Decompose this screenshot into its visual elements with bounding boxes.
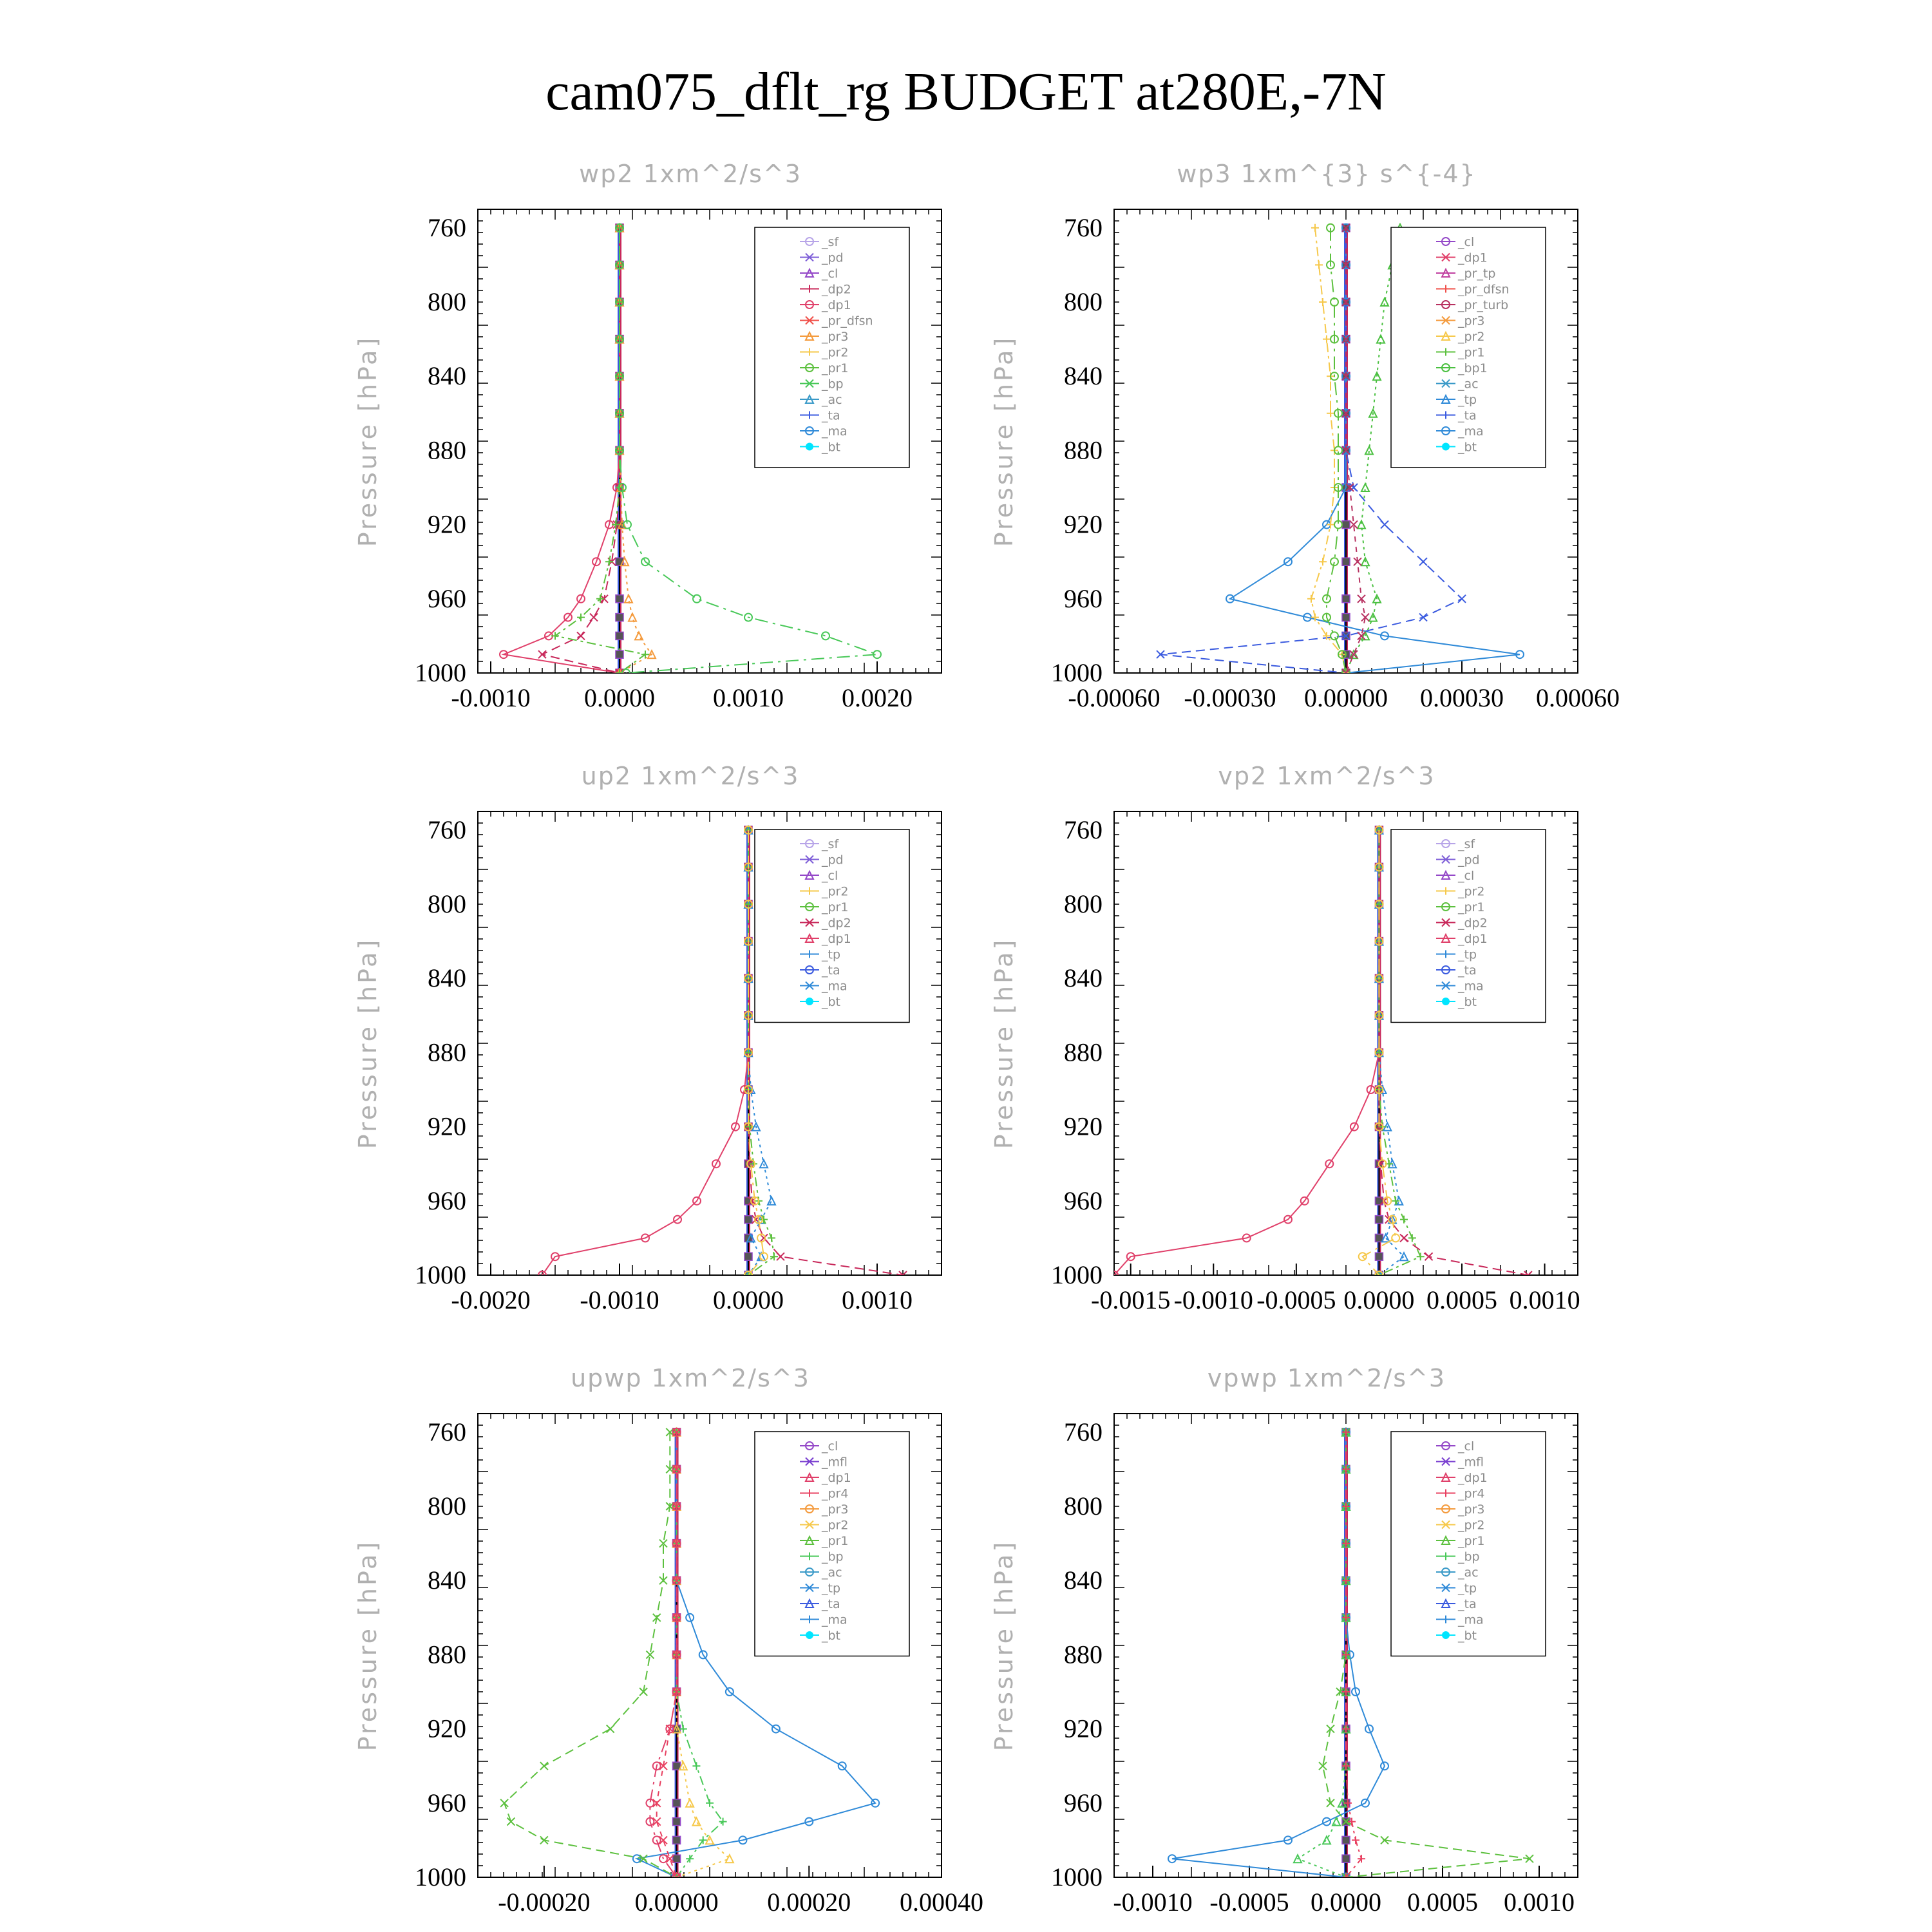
y-tick-label: 800 bbox=[428, 889, 466, 918]
series-point-pr3 bbox=[629, 614, 636, 621]
legend-label: _tp bbox=[822, 1581, 841, 1596]
y-tick-label: 920 bbox=[428, 509, 466, 539]
series-point-pr2 bbox=[1311, 224, 1319, 232]
legend-label: _pr1 bbox=[822, 900, 849, 914]
legend-label: _pr4 bbox=[1458, 1486, 1485, 1501]
legend-label: _ta bbox=[1458, 408, 1477, 423]
legend-label: _bt bbox=[822, 1629, 841, 1643]
legend-label: _pr1 bbox=[822, 361, 849, 375]
x-tick-label: 0.0010 bbox=[842, 1285, 913, 1314]
legend-label: _tp bbox=[1458, 1581, 1477, 1596]
series-point-pr1 bbox=[768, 1234, 775, 1242]
series-point-bp bbox=[1323, 1836, 1331, 1844]
x-tick-label: 0.0010 bbox=[1509, 1285, 1580, 1314]
y-tick-label: 760 bbox=[428, 815, 466, 844]
x-tick-label: -0.0010 bbox=[451, 683, 531, 712]
x-tick-label: 0.0010 bbox=[1504, 1888, 1575, 1917]
legend-label: _cl bbox=[1458, 1439, 1475, 1454]
legend-label: _cl bbox=[822, 267, 838, 281]
legend-label: _dp2 bbox=[1458, 916, 1488, 931]
series-line-dp1 bbox=[1114, 830, 1379, 1275]
legend-label: _bt bbox=[822, 995, 841, 1009]
legend-label: _pr1 bbox=[822, 1534, 849, 1548]
legend-label: _ma bbox=[1458, 424, 1484, 439]
legend-label: _pr_turb bbox=[1458, 298, 1509, 312]
legend-label: _ta bbox=[822, 408, 840, 423]
panel-title: wp2 1xm^2/s^3 bbox=[579, 160, 802, 188]
legend-label: _bp bbox=[822, 1549, 844, 1564]
panel-title: up2 1xm^2/s^3 bbox=[581, 762, 800, 790]
x-tick-label: 0.0005 bbox=[1407, 1888, 1478, 1917]
series-point-pr3 bbox=[635, 632, 643, 639]
y-tick-label: 840 bbox=[1064, 1566, 1103, 1595]
legend-label: _ac bbox=[822, 393, 842, 407]
legend-label: _mfl bbox=[822, 1455, 848, 1470]
legend-label: _ma bbox=[822, 1613, 848, 1627]
zero-marker bbox=[744, 1253, 752, 1260]
y-tick-label: 1000 bbox=[1051, 1862, 1103, 1891]
x-tick-label: 0.0000 bbox=[1343, 1285, 1415, 1314]
legend-label: _pr1 bbox=[1458, 345, 1485, 360]
zero-marker bbox=[616, 614, 623, 621]
legend-label: _pr2 bbox=[822, 884, 849, 899]
legend-label: _tp bbox=[1458, 393, 1477, 407]
zero-marker bbox=[744, 1216, 752, 1224]
series-point-pr1 bbox=[1331, 632, 1338, 639]
legend-label: _ta bbox=[822, 1597, 840, 1611]
legend-label: _pr_dfsn bbox=[822, 314, 873, 328]
x-tick-label: -0.0005 bbox=[1256, 1285, 1336, 1314]
y-tick-label: 960 bbox=[1064, 583, 1103, 613]
legend-label: _ma bbox=[822, 979, 848, 994]
series-line-pr2 bbox=[1311, 228, 1346, 673]
y-tick-label: 840 bbox=[428, 963, 466, 993]
legend-label: _pr2 bbox=[1458, 330, 1485, 344]
y-tick-label: 960 bbox=[1064, 1788, 1103, 1817]
x-tick-label: 0.00000 bbox=[634, 1888, 719, 1917]
legend bbox=[755, 829, 909, 1023]
x-tick-label: 0.0020 bbox=[842, 683, 913, 712]
x-tick-label: 0.0005 bbox=[1426, 1285, 1497, 1314]
y-tick-label: 880 bbox=[1064, 1640, 1103, 1669]
zero-marker bbox=[1342, 614, 1350, 621]
series-point-pr2 bbox=[1327, 410, 1334, 417]
series-point-pr2 bbox=[686, 1799, 694, 1807]
y-tick-label: 840 bbox=[1064, 361, 1103, 391]
legend-marker bbox=[1442, 998, 1450, 1005]
y-tick-label: 880 bbox=[428, 1640, 466, 1669]
legend-label: _cl bbox=[1458, 235, 1475, 249]
legend-marker bbox=[806, 443, 813, 451]
y-axis-label: Pressure [hPa] bbox=[990, 335, 1018, 547]
series-line-pr3 bbox=[620, 228, 652, 673]
zero-marker bbox=[1342, 558, 1350, 565]
y-tick-label: 1000 bbox=[415, 1862, 466, 1891]
y-tick-label: 880 bbox=[1064, 1037, 1103, 1067]
legend-label: _pr3 bbox=[822, 330, 849, 344]
series-point-bp bbox=[692, 1762, 700, 1770]
x-tick-label: 0.00040 bbox=[900, 1888, 983, 1917]
legend-label: _pd bbox=[822, 853, 844, 867]
legend-label: _pr3 bbox=[1458, 1502, 1485, 1517]
x-tick-label: 0.00000 bbox=[1304, 683, 1388, 712]
legend-label: _sf bbox=[822, 235, 839, 249]
legend-label: _ac bbox=[1458, 377, 1479, 392]
y-tick-label: 960 bbox=[428, 1186, 466, 1215]
y-tick-label: 1000 bbox=[415, 1260, 466, 1289]
y-tick-label: 800 bbox=[428, 287, 466, 316]
legend-label: _pr_dfsn bbox=[1458, 282, 1510, 297]
y-tick-label: 760 bbox=[1064, 213, 1103, 242]
zero-marker bbox=[673, 1818, 681, 1826]
y-tick-label: 880 bbox=[428, 1037, 466, 1067]
series-point-bp bbox=[706, 1799, 714, 1807]
legend-label: _pr1 bbox=[1458, 900, 1485, 914]
x-tick-label: -0.00060 bbox=[1068, 683, 1160, 712]
legend-label: _pr2 bbox=[1458, 884, 1485, 899]
series-point-pr1 bbox=[1408, 1234, 1416, 1242]
legend-label: _dp1 bbox=[1458, 1471, 1488, 1485]
legend-label: _cl bbox=[822, 869, 838, 883]
series-point-dp2 bbox=[577, 632, 585, 639]
legend-label: _ta bbox=[1458, 1597, 1477, 1611]
series-point-bp1 bbox=[1377, 336, 1385, 343]
x-tick-label: 0.00020 bbox=[767, 1888, 851, 1917]
legend-label: _dp1 bbox=[822, 1471, 851, 1485]
series-point-pr1 bbox=[507, 1818, 515, 1826]
legend-marker bbox=[1442, 443, 1450, 451]
legend-label: _bt bbox=[1458, 1629, 1477, 1643]
x-tick-label: -0.00030 bbox=[1184, 683, 1276, 712]
legend-label: _cl bbox=[822, 1439, 838, 1454]
x-tick-label: -0.00020 bbox=[498, 1888, 591, 1917]
series-point-dp2 bbox=[590, 614, 598, 621]
y-axis-label: Pressure [hPa] bbox=[990, 1539, 1018, 1752]
zero-marker bbox=[1375, 1253, 1383, 1260]
legend bbox=[1391, 227, 1546, 468]
series-line-bp bbox=[1298, 1432, 1346, 1877]
legend-label: _bt bbox=[1458, 440, 1477, 455]
legend-marker bbox=[806, 998, 813, 1005]
legend-label: _bt bbox=[822, 440, 841, 455]
y-tick-label: 920 bbox=[1064, 1112, 1103, 1141]
y-tick-label: 1000 bbox=[1051, 658, 1103, 687]
series-point-pr1 bbox=[577, 614, 585, 621]
x-tick-label: 0.0000 bbox=[713, 1285, 784, 1314]
panel-5 bbox=[354, 1364, 983, 1917]
y-axis-label: Pressure [hPa] bbox=[990, 937, 1018, 1150]
legend bbox=[1391, 1432, 1546, 1656]
y-tick-label: 960 bbox=[428, 583, 466, 613]
legend-label: _dp2 bbox=[822, 282, 851, 297]
series-point-tp bbox=[768, 1197, 775, 1205]
legend-label: _dp1 bbox=[1458, 251, 1488, 265]
legend-label: _bt bbox=[1458, 995, 1477, 1009]
series-point-pr4 bbox=[1352, 1836, 1359, 1844]
legend-label: _pr1 bbox=[1458, 1534, 1485, 1548]
x-tick-label: -0.0015 bbox=[1091, 1285, 1171, 1314]
y-tick-label: 920 bbox=[1064, 509, 1103, 539]
y-tick-label: 800 bbox=[1064, 1492, 1103, 1520]
y-tick-label: 1000 bbox=[415, 658, 466, 687]
series-point-ta bbox=[1419, 558, 1427, 565]
series-point-pr2 bbox=[1319, 298, 1327, 306]
y-tick-label: 920 bbox=[1064, 1714, 1103, 1743]
series-point-dp2 bbox=[1400, 1234, 1408, 1242]
series-line-dp2 bbox=[542, 228, 620, 673]
legend-label: _tp bbox=[822, 947, 841, 962]
series-line-dp1 bbox=[542, 830, 748, 1275]
legend-label: _pr2 bbox=[822, 345, 849, 360]
panel-4 bbox=[990, 762, 1580, 1314]
series-point-pr2 bbox=[692, 1818, 700, 1826]
legend-label: _sf bbox=[1458, 837, 1475, 851]
legend-label: _dp1 bbox=[822, 298, 851, 312]
y-axis-label: Pressure [hPa] bbox=[354, 335, 382, 547]
zero-marker bbox=[616, 650, 623, 658]
y-tick-label: 760 bbox=[428, 1417, 466, 1446]
legend-label: _ma bbox=[1458, 979, 1484, 994]
y-tick-label: 760 bbox=[1064, 815, 1103, 844]
main-title: cam075_dflt_rg BUDGET at280E,-7N bbox=[545, 62, 1387, 122]
zero-marker bbox=[1375, 1216, 1383, 1224]
y-tick-label: 960 bbox=[428, 1788, 466, 1817]
panel-6 bbox=[990, 1364, 1578, 1917]
legend-label: _pr3 bbox=[822, 1502, 849, 1517]
legend-label: _pr2 bbox=[822, 1518, 849, 1533]
series-point-pr2 bbox=[1315, 261, 1323, 269]
legend-marker bbox=[1442, 1631, 1450, 1639]
zero-marker bbox=[1342, 521, 1350, 529]
legend-label: _pd bbox=[822, 251, 844, 265]
series-line-tp bbox=[1172, 1432, 1385, 1877]
zero-marker bbox=[673, 1855, 681, 1862]
series-point-pr2 bbox=[1319, 558, 1327, 565]
series-point-pr1 bbox=[540, 1762, 548, 1770]
y-axis-label: Pressure [hPa] bbox=[354, 937, 382, 1150]
x-tick-label: -0.0010 bbox=[1173, 1285, 1253, 1314]
legend-label: _tp bbox=[1458, 947, 1477, 962]
legend-label: _ta bbox=[1458, 963, 1477, 978]
series-point-pr1 bbox=[500, 1799, 508, 1807]
zero-marker bbox=[673, 1836, 681, 1844]
series-point-pr1 bbox=[1417, 1253, 1425, 1260]
y-tick-label: 840 bbox=[428, 361, 466, 391]
y-tick-label: 960 bbox=[1064, 1186, 1103, 1215]
legend-label: _pr3 bbox=[1458, 314, 1485, 328]
y-tick-label: 880 bbox=[428, 435, 466, 465]
legend-label: _pr2 bbox=[1458, 1518, 1485, 1533]
series-point-ta bbox=[1458, 595, 1466, 603]
legend-label: _pr4 bbox=[822, 1486, 849, 1501]
panel-3 bbox=[354, 762, 942, 1314]
y-tick-label: 800 bbox=[1064, 889, 1103, 918]
legend-label: _dp1 bbox=[822, 932, 851, 946]
x-tick-label: 0.0000 bbox=[584, 683, 655, 712]
panel-title: upwp 1xm^2/s^3 bbox=[571, 1364, 810, 1392]
x-tick-label: 0.0000 bbox=[1311, 1888, 1381, 1917]
series-point-bp bbox=[693, 595, 701, 603]
x-tick-label: -0.0010 bbox=[580, 1285, 659, 1314]
x-tick-label: 0.00030 bbox=[1420, 683, 1504, 712]
panel-title: vp2 1xm^2/s^3 bbox=[1218, 762, 1435, 790]
series-line-dp1 bbox=[504, 228, 620, 673]
zero-marker bbox=[673, 1799, 681, 1807]
legend bbox=[755, 227, 909, 468]
legend-label: _cl bbox=[1458, 869, 1475, 883]
x-tick-label: -0.0020 bbox=[451, 1285, 531, 1314]
x-tick-label: 0.00060 bbox=[1536, 683, 1620, 712]
legend-label: _pd bbox=[1458, 853, 1480, 867]
legend-marker bbox=[806, 1631, 813, 1639]
x-tick-label: 0.0010 bbox=[713, 683, 784, 712]
y-tick-label: 1000 bbox=[1051, 1260, 1103, 1289]
legend-label: _ac bbox=[822, 1566, 842, 1580]
y-tick-label: 840 bbox=[428, 1566, 466, 1595]
legend-label: _dp1 bbox=[1458, 932, 1488, 946]
legend-label: _sf bbox=[822, 837, 839, 851]
zero-marker bbox=[616, 632, 623, 639]
series-point-pr1 bbox=[1400, 1216, 1408, 1224]
zero-marker bbox=[1342, 1855, 1350, 1862]
series-point-ta bbox=[1381, 521, 1388, 529]
panel-2 bbox=[990, 160, 1620, 712]
legend-label: _bp bbox=[822, 377, 844, 392]
y-tick-label: 800 bbox=[428, 1492, 466, 1520]
y-tick-label: 760 bbox=[428, 213, 466, 242]
panels bbox=[354, 160, 1620, 1917]
x-tick-label: -0.0005 bbox=[1209, 1888, 1289, 1917]
y-tick-label: 840 bbox=[1064, 963, 1103, 993]
y-tick-label: 760 bbox=[1064, 1417, 1103, 1446]
series-line-pr1 bbox=[555, 228, 645, 673]
y-tick-label: 920 bbox=[428, 1112, 466, 1141]
y-axis-label: Pressure [hPa] bbox=[354, 1539, 382, 1752]
zero-marker bbox=[1342, 1836, 1350, 1844]
legend-label: _ma bbox=[1458, 1613, 1484, 1627]
panel-title: vpwp 1xm^2/s^3 bbox=[1207, 1364, 1446, 1392]
legend-label: _bp bbox=[1458, 1549, 1480, 1564]
legend-label: _dp2 bbox=[822, 916, 851, 931]
x-tick-label: -0.0010 bbox=[1113, 1888, 1193, 1917]
legend-label: _ac bbox=[1458, 1566, 1479, 1580]
legend-label: _bp1 bbox=[1458, 361, 1488, 375]
legend-label: _ma bbox=[822, 424, 848, 439]
zero-marker bbox=[1342, 595, 1350, 603]
legend-label: _mfl bbox=[1458, 1455, 1484, 1470]
series-point-bp1 bbox=[1358, 521, 1365, 529]
series-point-pr2 bbox=[1307, 595, 1315, 603]
y-tick-label: 800 bbox=[1064, 287, 1103, 316]
panel-title: wp3 1xm^{3} s^{-4} bbox=[1177, 160, 1477, 188]
y-tick-label: 880 bbox=[1064, 435, 1103, 465]
panel-1 bbox=[354, 160, 942, 712]
legend bbox=[1391, 829, 1546, 1023]
zero-marker bbox=[616, 595, 623, 603]
legend-label: _ta bbox=[822, 963, 840, 978]
legend bbox=[755, 1432, 909, 1656]
y-tick-label: 920 bbox=[428, 1714, 466, 1743]
legend-label: _pr_tp bbox=[1458, 267, 1496, 281]
series-point-pr2 bbox=[1323, 336, 1331, 343]
series-point-pr1 bbox=[607, 1725, 614, 1733]
